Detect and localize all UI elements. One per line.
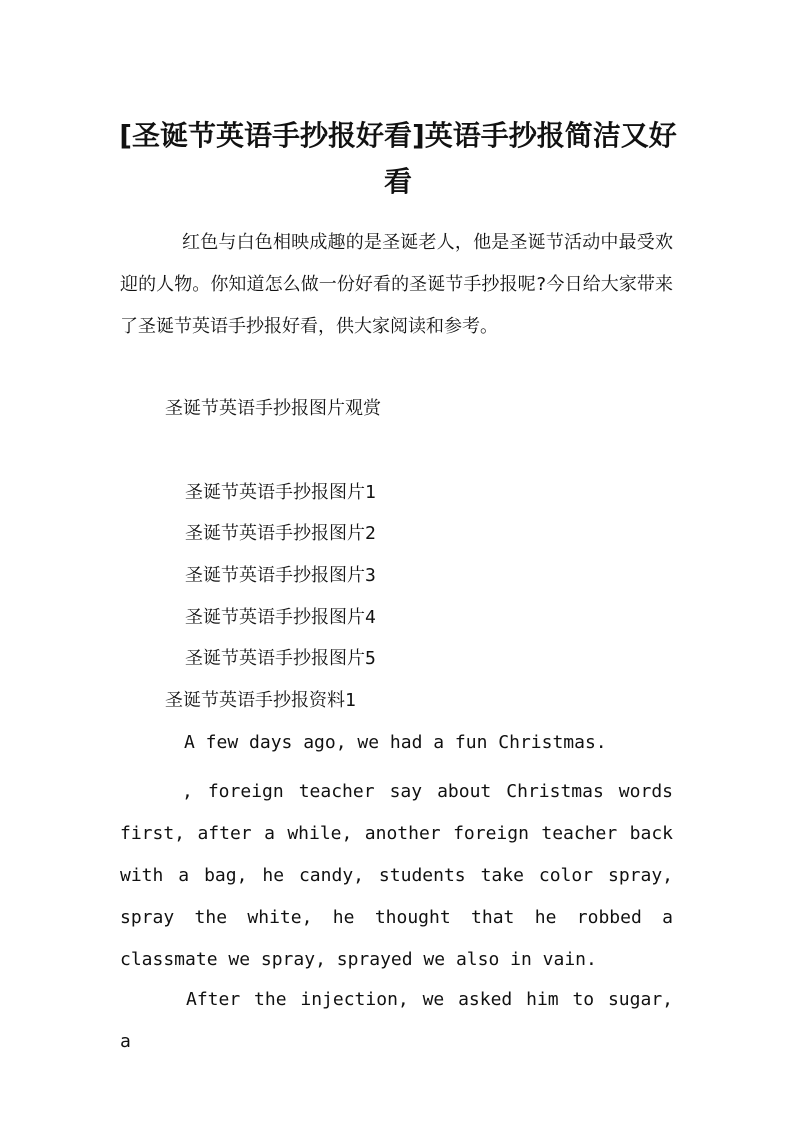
picture-caption-1: 圣诞节英语手抄报图片1 xyxy=(185,482,376,503)
document-title: [圣诞节英语手抄报好看]英语手抄报简洁又好看 xyxy=(119,118,677,198)
english-paragraph-2: , foreign teacher say about Christmas words first, after a while, another foreign teacher back with a bag, he candy, students take color spray, spray the white, he thought that he robbed a classmate we spray, sprayed we also in vain. xyxy=(120,781,673,970)
gallery-section-heading: 圣诞节英语手抄报图片观赏 xyxy=(165,398,381,419)
intro-paragraph: 红色与白色相映成趣的是圣诞老人，他是圣诞节活动中最受欢迎的人物。你知道怎么做一份好看的圣诞节手抄报呢?今日给大家带来了圣诞节英语手抄报好看，供大家阅读和参考。 xyxy=(120,232,673,337)
material-section-heading: 圣诞节英语手抄报资料1 xyxy=(165,690,356,711)
english-paragraph-3: After the injection, we asked him to sugar, a xyxy=(120,989,673,1052)
english-paragraph-1: A few days ago, we had a fun Christmas. xyxy=(184,732,607,753)
picture-caption-5: 圣诞节英语手抄报图片5 xyxy=(185,648,376,669)
picture-caption-4: 圣诞节英语手抄报图片4 xyxy=(185,607,376,628)
picture-caption-2: 圣诞节英语手抄报图片2 xyxy=(185,523,376,544)
picture-caption-3: 圣诞节英语手抄报图片3 xyxy=(185,565,376,586)
